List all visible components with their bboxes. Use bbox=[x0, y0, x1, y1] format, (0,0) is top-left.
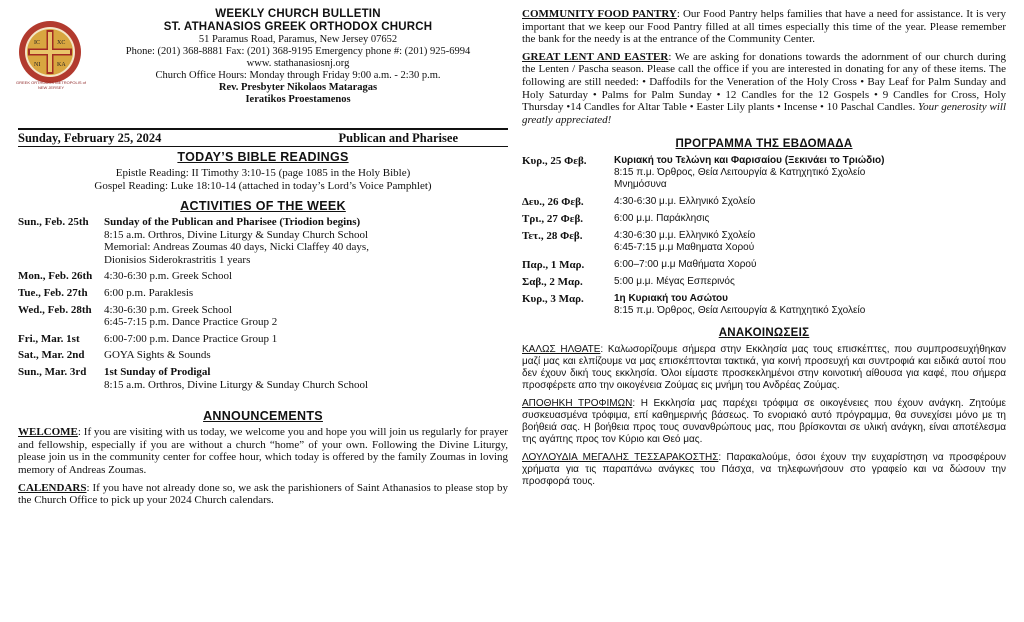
greek-heading: 1η Κυριακή του Ασώτου bbox=[614, 293, 728, 305]
welcome-text: : If you are visiting with us today, we welcome you and hope you will join us regularly for prayer and fellowship, especially if you are without a church “home” of your own. Following the Divine Liturgy, please join us in the community center for coffee hour, which today is offered by the family Zoumas in loving memory of Andreas Zoumas. bbox=[18, 426, 508, 476]
greek-schedule-row bbox=[522, 155, 1006, 191]
food-pantry-text: : Our Food Pantry helps families that have a need for assistance. It is very important that we keep our Food Pantry filled at all times especially this time of the year. Please remember the bank for the needy is at the entrance of the Community Center. bbox=[522, 8, 1006, 46]
activity-line: 6:00-7:00 p.m. Dance Practice Group 1 bbox=[104, 332, 278, 345]
activity-details bbox=[104, 300, 508, 329]
activity-line: Memorial: Andreas Zoumas 40 days, Nicki Claffey 40 days, bbox=[104, 241, 369, 254]
greek-schedule-row bbox=[522, 271, 1006, 288]
epistle-reading: Epistle Reading: II Timothy 3:10-15 (page 1085 in the Holy Bible) bbox=[115, 167, 411, 179]
greek-day: Τετ., 28 Φεβ. bbox=[522, 230, 583, 243]
greek-flowers-notice bbox=[522, 452, 1006, 488]
greek-schedule-title: ΠΡΟΓΡΑΜΜΑ ΤΗΣ ΕΒΔΟΜΑΔΑ bbox=[675, 138, 853, 151]
dateline bbox=[18, 130, 458, 146]
activity-row bbox=[18, 216, 508, 266]
greek-day: Τρι., 27 Φεβ. bbox=[522, 213, 583, 226]
calendars-label: CALENDARS bbox=[18, 481, 87, 494]
activities-table bbox=[18, 216, 508, 391]
greek-line: 5:00 μ.μ. Μέγας Εσπερινός bbox=[614, 276, 735, 288]
welcome-label: WELCOME bbox=[18, 426, 78, 439]
svg-text:XC: XC bbox=[57, 40, 66, 46]
priest-name: Rev. Presbyter Nikolaos Mataragas bbox=[218, 82, 378, 93]
greek-day: Κυρ., 3 Μαρ. bbox=[522, 293, 584, 306]
greek-pantry-label: ΑΠΟΘΗΚΗ ΤΡΟΦΙΜΩΝ bbox=[522, 398, 633, 410]
greek-pantry-text: : Η Εκκλησία μας παρέχει τρόφιμα σε οικογένειες που έχουν ανάγκη. Ζητούμε συσκευασμένα τρόφιμα, επί καθημερινής βάσεως. Το ενοριακό αυτό πρόγραμμα, θα συνεχίσει μόνο με τη βοήθειά σας. Η βοήθεια προς τους συνανθρώπους μας, που βρίσκονται σε υλική ανάγκη, είναι αποτέλεσμα της αγάπης προς τον Κύριο και Θεό μας. bbox=[522, 398, 1006, 446]
greek-details bbox=[614, 225, 1006, 254]
activity-day: Mon., Feb. 26th bbox=[18, 270, 93, 283]
priest-title: Ieratikos Proestamenos bbox=[245, 94, 351, 105]
activity-details bbox=[104, 362, 508, 391]
bulletin-header bbox=[18, 8, 508, 118]
svg-text:NI: NI bbox=[34, 62, 41, 68]
activity-line: 4:30-6:30 p.m. Greek School bbox=[104, 303, 233, 316]
activity-line: GOYA Sights & Sounds bbox=[104, 349, 211, 362]
office-hours: Church Office Hours: Monday through Friday 9:00 a.m. - 2:30 p.m. bbox=[155, 70, 441, 81]
lent-easter-thanks: Your generosity will greatly appreciated! bbox=[522, 101, 1007, 126]
activity-details bbox=[104, 216, 508, 266]
activity-heading: Sunday of the Publican and Pharisee (Triodion begins) bbox=[104, 216, 361, 228]
church-name: ST. ATHANASIOS GREEK ORTHODOX CHURCH bbox=[163, 21, 433, 33]
greek-line: 8:15 π.μ. Όρθρος, Θεία Λειτουργία & Κατηχητικό Σχολείο bbox=[614, 305, 866, 317]
gospel-reading: Gospel Reading: Luke 18:10-14 (attached in today’s Lord’s Voice Pamphlet) bbox=[94, 180, 432, 192]
welcome-announcement bbox=[18, 426, 508, 476]
greek-line: 4:30-6:30 μ.μ. Ελληνικό Σχολείο bbox=[614, 196, 756, 208]
dateline-divider bbox=[18, 146, 508, 147]
greek-schedule-row bbox=[522, 208, 1006, 225]
greek-welcome-notice bbox=[522, 344, 1006, 392]
greek-schedule-row bbox=[522, 254, 1006, 271]
activity-day: Tue., Feb. 27th bbox=[18, 286, 88, 299]
activity-day: Fri., Mar. 1st bbox=[18, 332, 80, 345]
activity-heading: 1st Sunday of Prodigal bbox=[104, 365, 211, 378]
activity-line: 8:15 a.m. Orthros, Divine Liturgy & Sunday Church School bbox=[104, 378, 369, 391]
church-address: 51 Paramus Road, Paramus, New Jersey 07652 bbox=[198, 34, 398, 45]
greek-schedule-row bbox=[522, 191, 1006, 208]
greek-welcome-text: : Καλωσορίζουμε σήμερα στην Εκκλησία μας τους επισκέπτες, που συμπροσευχήθηκαν μαζί μας και ελπίζουμε να μας επισκέπτονται τακτικά, για κοινή προσευχή και συντροφιά και ειδικά αυτοί που δεν έχουν δική τους εκκλησία. Όλοι είμαστε προσκεκλημένοι στην κοινοτική αίθουσα για καφέ, που σήμερα προσφέρετε απο την οικογένεια Ζούμας εις μνήμη του Ανδρέας Ζούμας. bbox=[522, 344, 1006, 392]
activity-row bbox=[18, 362, 508, 391]
activity-day: Sun., Feb. 25th bbox=[18, 216, 89, 228]
activity-line: 6:45-7:15 p.m. Dance Practice Group 2 bbox=[104, 316, 278, 329]
activity-day: Sun., Mar. 3rd bbox=[18, 365, 87, 378]
greek-details bbox=[614, 155, 1006, 191]
greek-heading: Κυριακή του Τελώνη και Φαρισαίου (Ξεκινάει το Τριώδιο) bbox=[614, 155, 885, 167]
greek-line: 4:30-6:30 μ.μ. Ελληνικό Σχολείο bbox=[614, 230, 756, 242]
lent-easter-notice bbox=[522, 51, 1006, 127]
church-website[interactable]: www. stathanasiosnj.org bbox=[246, 58, 350, 69]
greek-day: Δευ., 26 Φεβ. bbox=[522, 196, 584, 209]
activity-day: Sat., Mar. 2nd bbox=[18, 349, 85, 362]
greek-welcome-label: ΚΑΛΩΣ ΗΛΘΑΤΕ bbox=[522, 344, 601, 356]
lent-easter-label: GREAT LENT AND EASTER bbox=[522, 50, 669, 63]
bulletin-date: Sunday, February 25, 2024 bbox=[18, 131, 162, 145]
activity-row bbox=[18, 329, 508, 346]
left-column bbox=[18, 8, 508, 512]
activity-day: Wed., Feb. 28th bbox=[18, 303, 92, 316]
food-pantry-label: COMMUNITY FOOD PANTRY bbox=[522, 8, 677, 20]
activity-row bbox=[18, 345, 508, 362]
greek-day: Παρ., 1 Μαρ. bbox=[522, 259, 585, 272]
activity-row bbox=[18, 266, 508, 283]
readings-title: TODAY’S BIBLE READINGS bbox=[177, 150, 349, 164]
food-pantry-notice bbox=[522, 8, 1006, 46]
activity-line: Dionisios Siderokrastritis 1 years bbox=[104, 253, 251, 266]
activities-title: ACTIVITIES OF THE WEEK bbox=[180, 199, 346, 213]
lent-easter-text: : We are asking for donations towards the adornment of our church during the Lenten / Pascha season. Please call the office if you are interested in donating for any of these items. The following are still needed: • Daffodils for the Veneration of the Holy Cross • Bay Leaf for Palm Sunday and Holy Saturday • Palms for Palm Sunday • 12 Candles for the 12 Gospels • 9 Candles for Cross, Holy Thursday •14 Candles for Altar Table • Easter Lily plants • Incense • 10 Paschal Candles. bbox=[522, 50, 1006, 114]
calendars-announcement bbox=[18, 482, 508, 507]
greek-line: 6:00 μ.μ. Παράκλησις bbox=[614, 213, 710, 225]
greek-line: 6:45-7:15 μ.μ Μαθηματα Χορού bbox=[614, 242, 755, 254]
activity-row bbox=[18, 300, 508, 329]
greek-day: Κυρ., 25 Φεβ. bbox=[522, 155, 587, 168]
svg-text:KA: KA bbox=[57, 62, 66, 68]
activity-line: 4:30-6:30 p.m. Greek School bbox=[104, 270, 233, 283]
greek-line: 6:00–7:00 μ.μ Μαθήματα Χορού bbox=[614, 259, 757, 271]
bulletin-title: WEEKLY CHURCH BULLETIN bbox=[215, 8, 381, 20]
greek-schedule-row bbox=[522, 225, 1006, 254]
greek-pantry-notice bbox=[522, 398, 1006, 446]
seal-caption: GREEK ORTHODOX METROPOLIS of NEW JERSEY bbox=[16, 80, 86, 90]
feast-name: Publican and Pharisee bbox=[338, 131, 458, 145]
greek-line: 8:15 π.μ. Όρθρος, Θεία Λειτουργία & Κατηχητικό Σχολείο bbox=[614, 167, 866, 179]
church-phones: Phone: (201) 368-8881 Fax: (201) 368-9195 Emergency phone #: (201) 925-6994 bbox=[125, 46, 471, 57]
greek-announcements-title: ΑΝΑΚΟΙΝΩΣΕΙΣ bbox=[718, 327, 810, 340]
greek-schedule-row bbox=[522, 288, 1006, 317]
greek-day: Σαβ., 2 Μαρ. bbox=[522, 276, 583, 289]
greek-details bbox=[614, 288, 1006, 317]
announcements-title: ANNOUNCEMENTS bbox=[203, 409, 323, 424]
svg-text:IC: IC bbox=[34, 40, 40, 46]
activity-row bbox=[18, 283, 508, 300]
greek-schedule-table bbox=[522, 155, 1006, 317]
activity-line: 6:00 p.m. Paraklesis bbox=[104, 286, 194, 299]
right-column bbox=[522, 8, 1006, 494]
greek-flowers-label: ΛΟΥΛΟΥΔΙΑ ΜΕΓΑΛΗΣ ΤΕΣΣΑΡΑΚΟΣΤΗΣ bbox=[522, 452, 719, 464]
greek-flowers-text: : Παρακαλούμε, όσοι έχουν την ευχαρίστηση να προσφέρουν χρήματα για τις παραπάνω ανάγκες του Πάσχα, να τηλεφωνήσουν στο γραφείο και να δώσουν την προσφορά τους. bbox=[522, 452, 1007, 488]
calendars-text: : If you have not already done so, we ask the parishioners of Saint Athanasios to please stop by the Church Office to pick up your 2024 Church calendars. bbox=[18, 481, 508, 507]
activity-line: 8:15 a.m. Orthros, Divine Liturgy & Sunday Church School bbox=[104, 228, 369, 241]
header-text bbox=[88, 8, 508, 106]
greek-line: Μνημόσυνα bbox=[614, 179, 667, 191]
